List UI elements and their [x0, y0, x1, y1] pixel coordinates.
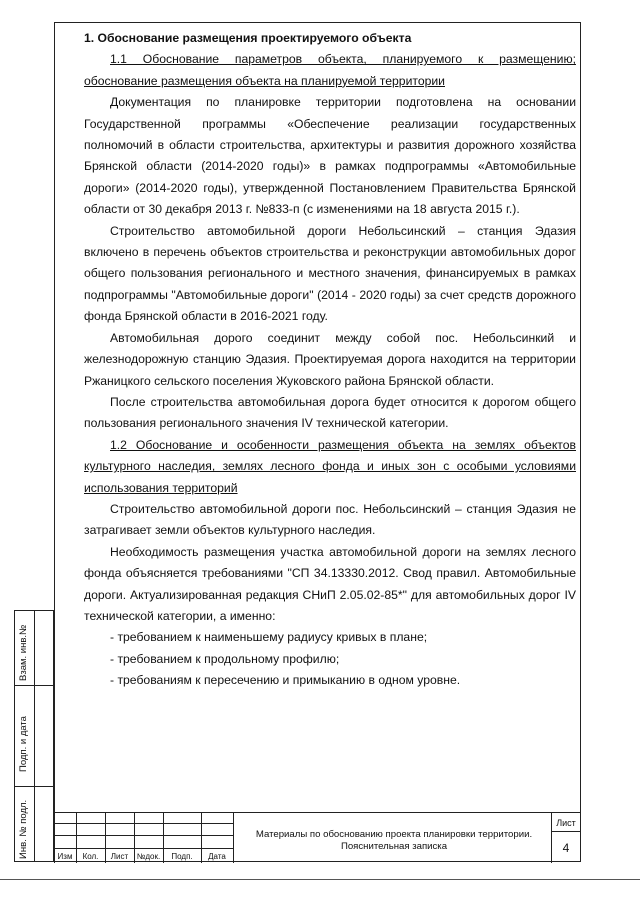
stamp-col-podp: Подп. [171, 852, 193, 861]
side-registration-column [14, 610, 54, 862]
title-block [54, 812, 581, 862]
section-heading: 1. Обоснование размещения проектируемого объекта [84, 31, 412, 45]
stamp-col-kol: Кол. [82, 852, 99, 861]
sheet-label: Лист [556, 818, 576, 828]
stamp-col-izm: Изм [57, 852, 73, 861]
side-label-podp: Подп. и дата [18, 716, 29, 772]
list-item: - требованием к продольному профилю; [110, 651, 340, 666]
paragraph: Строительство автомобильной дороги пос. Небольсинский – станция Эдазия не затрагивает земли объектов культурного наследия. [84, 501, 576, 538]
document-body [84, 28, 576, 692]
subsection-heading-2: 1.2 Обоснование и особенности размещения объекта на землях объектов культурного наследия, землях лесного фонда и иных зон с особыми условиями использования территорий [84, 437, 576, 495]
page-bottom-rule [0, 879, 640, 880]
list-item: - требованиям к пересечению и примыканию в одном уровне. [110, 673, 461, 688]
side-label-vzam: Взам. инв.№ [18, 624, 29, 681]
paragraph: Автомобильная дорого соединит между собой пос. Небольсинкий и железнодорожную станцию Эдазия. Проектируемая дорога находится на территории Ржаницкого сельского поселения Жуковского района Брянской области. [84, 330, 576, 388]
stamp-col-data: Дата [208, 852, 226, 861]
paragraph: Необходимость размещения участка автомобильной дороги на землях лесного фонда объясняется требованиями "СП 34.13330.2012. Свод правил. Автомобильные дороги. Актуализированная редакция СНиП 2.05.02-85*" для автомобильных дорог IV технической категории, а именно: [84, 544, 576, 623]
subsection-heading-1: 1.1 Обоснование параметров объекта, планируемого к размещению; обоснование размещения объекта на планируемой территории [84, 52, 576, 88]
side-cell-podp [14, 685, 54, 787]
list-item: - требованием к наименьшему радиусу кривых в плане; [110, 630, 428, 645]
paragraph: Документация по планировке территории подготовлена на основании Государственной программы «Обеспечение реализации государственных полномочий в области строительства, архитектуры и развития дорожного хозяйства Брянской области (2014-2020 годы)» в рамках подпрограммы «Автомобильные дороги» (2014-2020 годы), утвержденной Постановлением Правительства Брянской области от 30 декабря 2013 г. №833-п (с изменениями на 18 августа 2015 г.). [84, 95, 576, 217]
paragraph: Строительство автомобильной дороги Небольсинский – станция Эдазия включено в перечень объектов строительства и реконструкции автомобильных дорог общего пользования регионального и местного значения, финансируемых в рамках подпрограммы "Автомобильные дороги" (2014 - 2020 годы) за счет средств дорожного фонда Брянской области в 2016-2021 году. [84, 223, 576, 324]
side-label-inv: Инв. № подл. [18, 799, 29, 859]
side-cell-inv [14, 786, 54, 862]
paragraph: После строительства автомобильная дорога будет относится к дорогом общего пользования регионального значения IV технической категории. [84, 394, 576, 431]
side-cell-vzam [14, 610, 54, 686]
document-title: Материалы по обоснованию проекта планировки территории. Пояснительная записка [255, 829, 533, 852]
stamp-col-ndok: №док. [136, 852, 161, 861]
stamp-col-list: Лист [110, 852, 129, 861]
sheet-number: 4 [562, 841, 570, 855]
